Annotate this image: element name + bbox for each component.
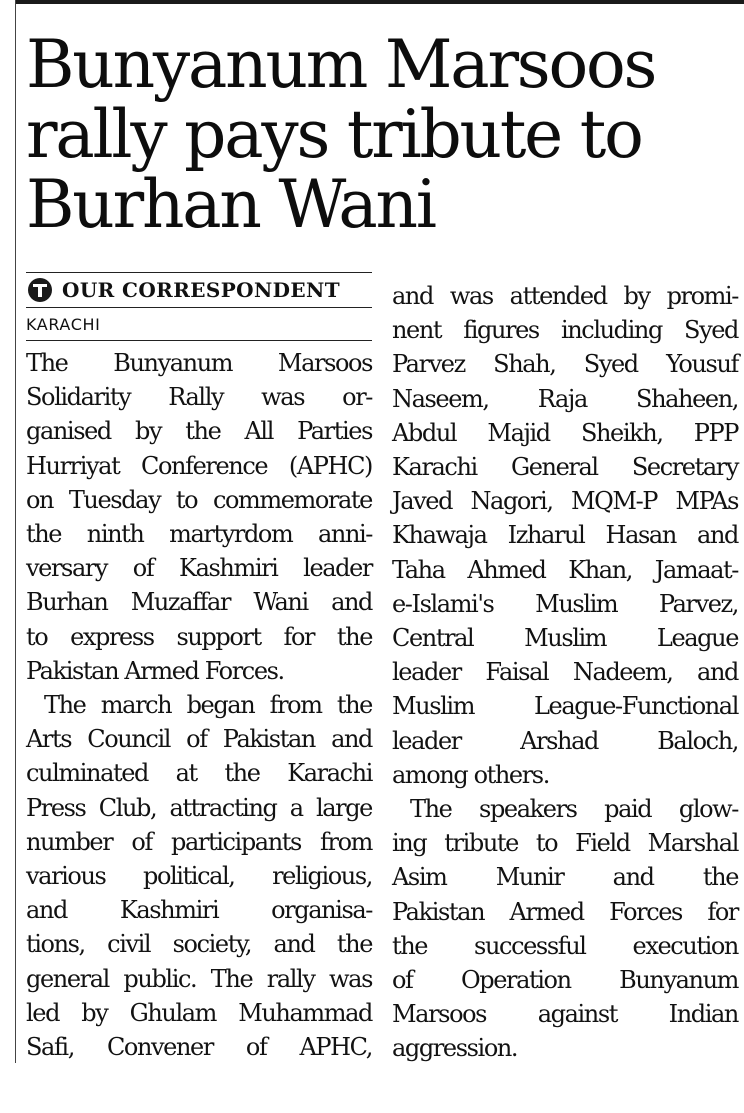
text-line: among others. — [392, 760, 549, 789]
text-line: Arts Council of Pakistan and — [26, 725, 372, 754]
article-column-1 — [26, 346, 372, 1064]
dateline: KARACHI — [26, 311, 372, 341]
text-line: Javed Nagori, MQM-P MPAs — [392, 487, 738, 516]
top-rule — [15, 0, 744, 4]
text-line: The speakers paid glow- — [410, 795, 738, 824]
text-line: Naseem, Raja Shaheen, — [392, 384, 738, 413]
text-line: and Kashmiri organisa- — [26, 896, 372, 925]
headline — [26, 26, 736, 243]
text-line: various political, religious, — [26, 862, 372, 891]
byline — [26, 272, 372, 308]
paragraph — [392, 792, 738, 1066]
text-line: Parvez Shah, Syed Yousuf — [392, 350, 738, 379]
text-line: nent figures including Syed — [392, 316, 738, 345]
text-line: Taha Ahmed Khan, Jamaat- — [392, 555, 738, 584]
text-line: versary of Kashmiri leader — [26, 554, 372, 583]
text-line: leader Arshad Baloch, — [392, 726, 738, 755]
text-line: Press Club, attracting a large — [26, 793, 372, 822]
text-line: Muslim League-Functional — [392, 692, 738, 721]
text-line: Marsoos against Indian — [392, 1000, 738, 1029]
paragraph — [26, 688, 372, 1064]
text-line: Abdul Majid Sheikh, PPP — [392, 418, 738, 447]
text-line: ing tribute to Field Marshal — [392, 829, 738, 858]
headline-line: Bunyanum Marsoos — [26, 26, 656, 103]
byline-author: OUR CORRESPONDENT — [62, 278, 341, 302]
text-line: Solidarity Rally was or- — [26, 383, 372, 412]
paragraph — [392, 279, 738, 792]
text-line: Burhan Muzaffar Wani and — [26, 588, 372, 617]
text-line: Khawaja Izharul Hasan and — [392, 521, 738, 550]
text-line: Pakistan Armed Forces for — [392, 897, 738, 926]
text-line: the successful execution — [392, 931, 738, 960]
text-line: Pakistan Armed Forces. — [26, 656, 284, 685]
text-line: of Operation Bunyanum — [392, 966, 738, 995]
text-line: Hurriyat Conference (APHC) — [26, 451, 372, 480]
text-line: The march began from the — [44, 691, 372, 720]
text-line: ganised by the All Parties — [26, 417, 372, 446]
text-line: The Bunyanum Marsoos — [26, 349, 372, 377]
headline-line: Burhan Wani — [26, 166, 435, 243]
headline-line: rally pays tribute to — [26, 96, 642, 173]
text-line: Central Muslim League — [392, 624, 738, 653]
text-line: general public. The rally was — [26, 964, 372, 993]
text-line: tions, civil society, and the — [26, 930, 372, 959]
text-line: to express support for the — [26, 622, 372, 651]
left-column-rule — [15, 0, 16, 1063]
text-line: on Tuesday to commemorate — [26, 485, 372, 514]
text-line: number of participants from — [26, 827, 372, 856]
text-line: Karachi General Secretary — [392, 453, 738, 482]
text-line: leader Faisal Nadeem, and — [392, 658, 738, 687]
text-line: and was attended by promi- — [392, 282, 738, 310]
text-line: aggression. — [392, 1034, 518, 1063]
text-line: Asim Munir and the — [392, 863, 738, 892]
newspaper-logo-icon — [28, 278, 52, 302]
article-column-2 — [392, 279, 738, 1066]
text-line: the ninth martyrdom anni- — [26, 520, 372, 549]
text-line: Safi, Convener of APHC, — [26, 1033, 372, 1062]
paragraph — [26, 346, 372, 688]
text-line: led by Ghulam Muhammad — [26, 998, 372, 1027]
text-line: culminated at the Karachi — [26, 759, 372, 788]
text-line: e-Islami's Muslim Parvez, — [392, 589, 738, 618]
